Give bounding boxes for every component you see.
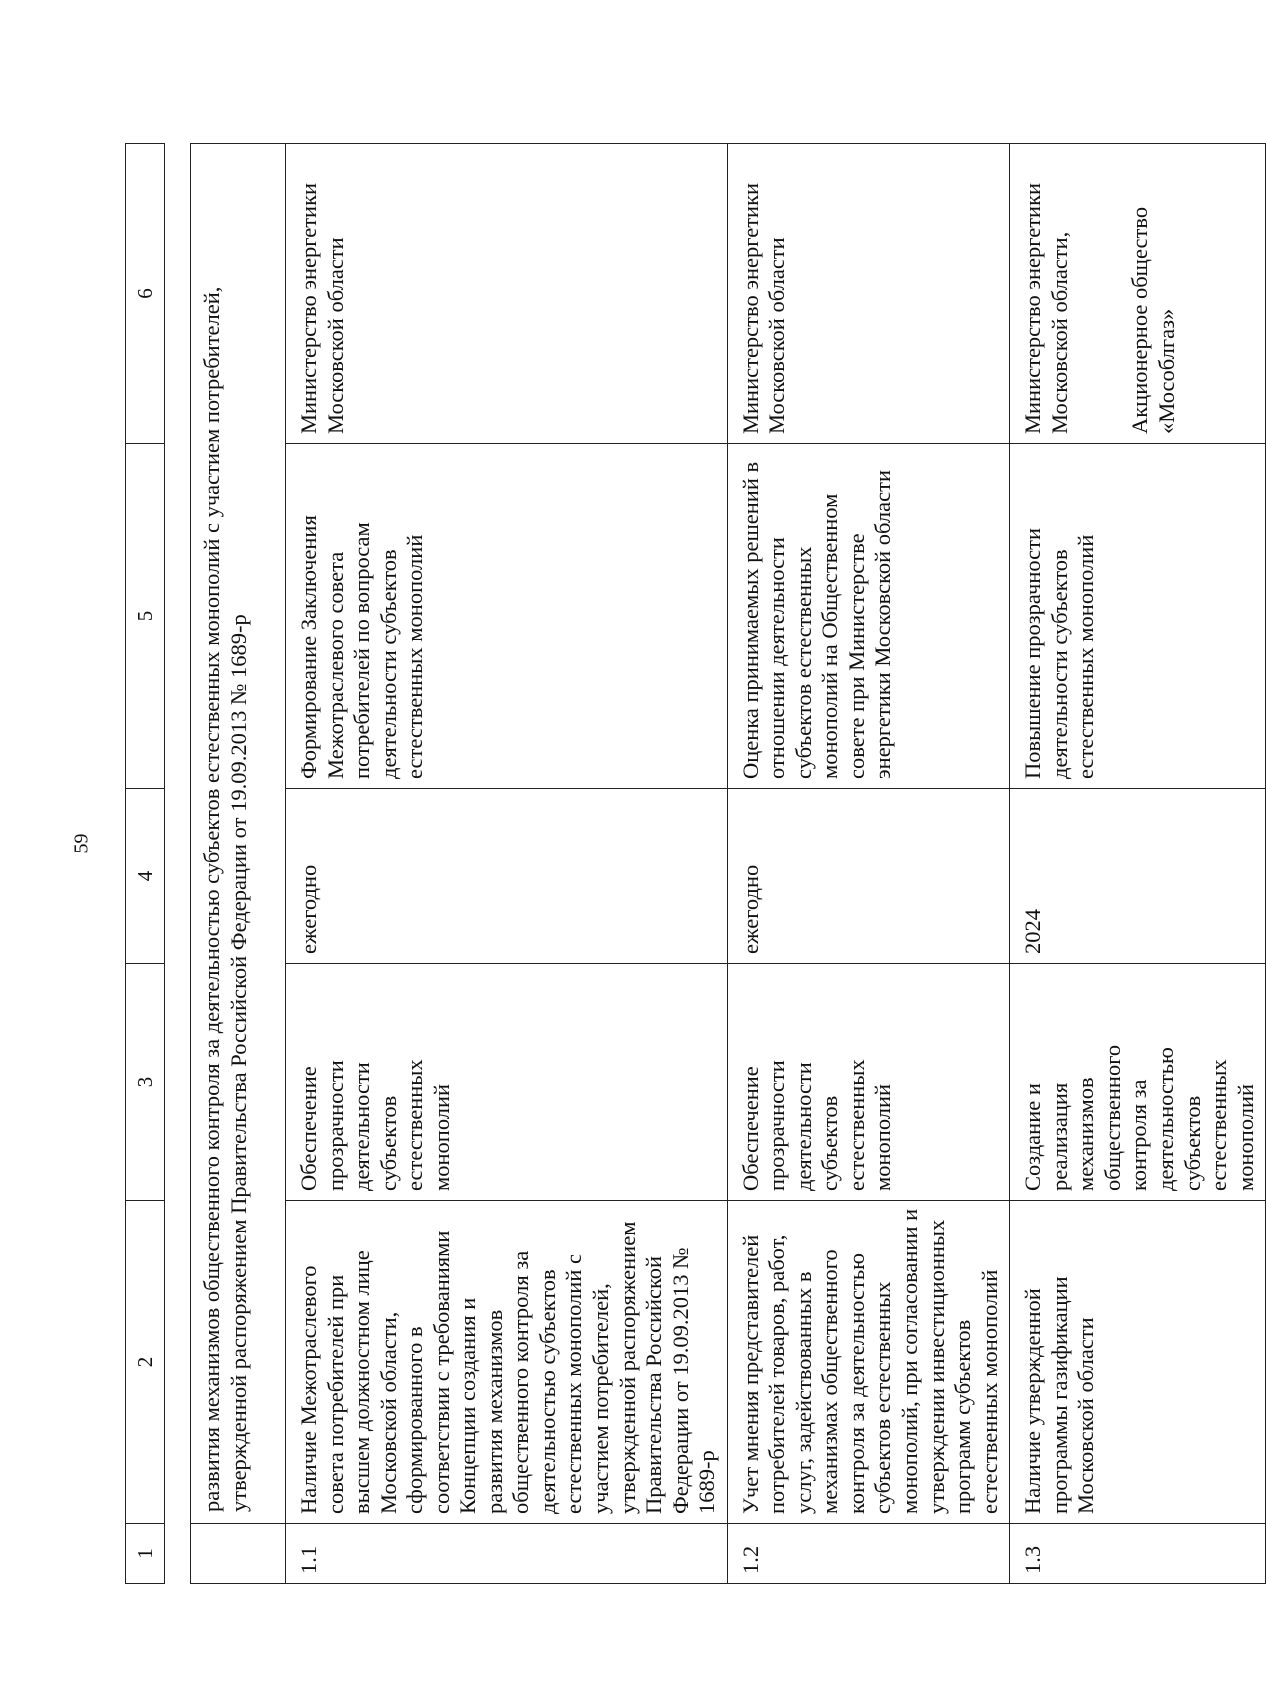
executor-text: Министерство энергетики Московской области	[296, 182, 348, 434]
executor-cell	[727, 144, 1009, 444]
page-number: 59	[70, 833, 93, 854]
column-number: 3	[126, 964, 165, 1201]
goal-cell: Создание и реализация механизмов общественного контроля за деятельностью субъектов естественных монополий	[1010, 964, 1266, 1201]
section-num-cell	[191, 1524, 286, 1584]
column-number: 6	[126, 144, 165, 444]
executor-extra-text: Акционерное общество «Мособлгаз»	[1127, 206, 1179, 434]
result-cell: Оценка принимаемых решений в отношении деятельности субъектов естественных монополий на Общественном совете при Министерстве энергетики Московской области	[727, 444, 1009, 789]
executor-cell	[1010, 144, 1266, 444]
executor-text: Министерство энергетики Московской области,	[1020, 182, 1072, 434]
spacer-row	[165, 144, 191, 1584]
executor-cell	[286, 144, 728, 444]
column-number: 5	[126, 444, 165, 789]
table-row	[727, 144, 1009, 1584]
indicator-cell: Наличие Межотраслевого совета потребителей при высшем должностном лице Московской области, сформированного в соответствии с требованиями Концепции создания и развития механизмов общественного контроля за деятельностью субъектов естественных монополий с участием потребителей, утвержденной распоряжением Правительства Российской Федерации от 19.09.2013 № 1689-р	[286, 1201, 728, 1524]
term-cell: ежегодно	[286, 789, 728, 964]
column-number: 2	[126, 1201, 165, 1524]
row-number: 1.1	[286, 1524, 728, 1584]
result-cell: Формирование Заключения Межотраслевого совета потребителей по вопросам деятельности субъектов естественных монополий	[286, 444, 728, 789]
row-number: 1.2	[727, 1524, 1009, 1584]
column-number: 1	[126, 1524, 165, 1584]
table-row	[286, 144, 728, 1584]
goal-cell: Обеспечение прозрачности деятельности субъектов естественных монополий	[286, 964, 728, 1201]
term-cell: 2024	[1010, 789, 1266, 964]
rotated-table-wrapper	[125, 144, 1258, 1584]
term-cell: ежегодно	[727, 789, 1009, 964]
measures-table	[125, 143, 1266, 1584]
row-number: 1.3	[1010, 1524, 1266, 1584]
column-number-row	[126, 144, 165, 1584]
column-number: 4	[126, 789, 165, 964]
executor-text: Министерство энергетики Московской области	[737, 182, 790, 434]
indicator-cell: Наличие утвержденной программы газификации Московской области	[1010, 1201, 1266, 1524]
section-row	[191, 144, 286, 1584]
indicator-cell: Учет мнения представителей потребителей товаров, работ, услуг, задействованных в механизмах общественного контроля за деятельностью субъектов естественных монополий, при согласовании и утверждении инвестиционных программ субъектов естественных монополий	[727, 1201, 1009, 1524]
result-cell: Повышение прозрачности деятельности субъектов естественных монополий	[1010, 444, 1266, 789]
goal-cell: Обеспечение прозрачности деятельности субъектов естественных монополий	[727, 964, 1009, 1201]
section-title: развития механизмов общественного контроля за деятельностью субъектов естественных монополий с участием потребителей, утвержденной распоряжением Правительства Российской Федерации от 19.09.2013 № 1689-р	[191, 144, 286, 1524]
table-row	[1010, 144, 1266, 1584]
executor-spacer	[1073, 151, 1127, 434]
